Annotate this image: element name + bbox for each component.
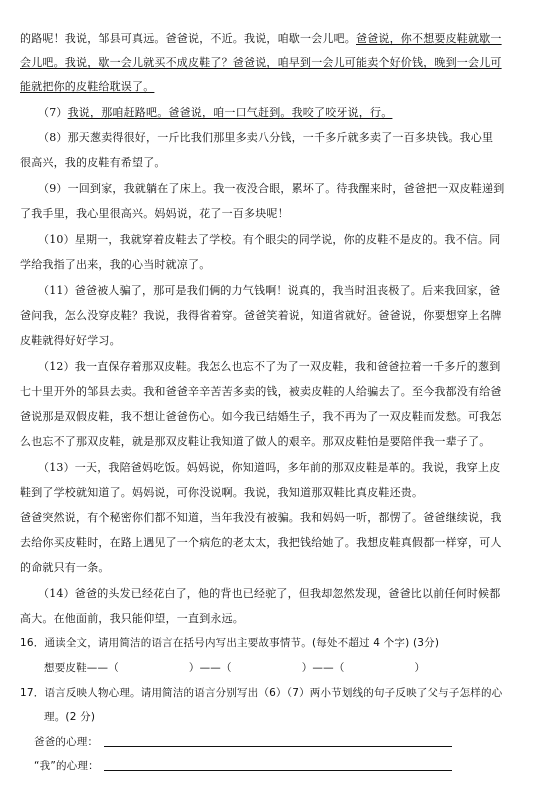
- me-mind-label: “我”的心理：: [34, 760, 99, 772]
- para-9-line-1: （9）一回到家，我就躺在了床上。我一夜没合眼，累坏了。待我醒来时，爸爸把一双皮鞋递到: [38, 182, 505, 195]
- me-mind-answer-line[interactable]: [104, 770, 452, 771]
- para-9-line-2: 了我手里，我心里很高兴。妈妈说，花了一百多块呢！: [20, 207, 289, 220]
- para-13-line-3: 爸爸突然说，有个秘密你们都不知道，当年我没有被骗。我和妈妈一听，都愣了。爸爸继续说，我: [20, 511, 502, 524]
- father-mind-label: 爸爸的心理：: [34, 736, 99, 748]
- para-10-line-1: （10）星期一，我就穿着皮鞋去了学校。有个眼尖的同学说，你的皮鞋不是皮的。我不信。同: [38, 233, 501, 246]
- chain-mid-1: ）——（: [188, 662, 232, 674]
- para-14-line-1: （14）爸爸的头发已经花白了，他的背也已经驼了，但我却忽然发现，爸爸比以前任何时候都: [38, 587, 501, 600]
- para-line-1: 的路呢！我说，邹县可真远。爸爸说，不近。我说，咱歇一会儿吧。爸爸说，你不想要皮鞋就歇一: [20, 32, 502, 45]
- question-16-chain: [44, 662, 474, 675]
- para-line-2: 会儿吧。我说，歇一会儿就买不成皮鞋了？爸爸说，咱早到一会儿可能卖个好价钱，晚到一会儿可: [20, 56, 502, 69]
- para-14-line-2: 高大。在他面前，我只能仰望，一直到永远。: [20, 612, 244, 625]
- para-13-line-2: 鞋到了学校就知道了。妈妈说，可你没说啊。我说，我知道那双鞋比真皮鞋还贵。: [20, 486, 424, 499]
- para-13-line-5: 的命就只有一条。: [20, 561, 110, 574]
- para-12-line-4: 么也忘不了那双皮鞋，就是那双皮鞋让我知道了做人的艰辛。那双皮鞋怕是要陪伴我一辈子了。: [20, 435, 491, 448]
- para-line-3: 能就把你的皮鞋给耽误了。: [20, 80, 155, 93]
- para-11-line-3: 皮鞋就得好好学习。: [20, 334, 121, 347]
- para-11-line-2: 爸问我，怎么没穿皮鞋？我说，我得省着穿。爸爸笑着说，知道省就好。爸爸说，你要想穿上名牌: [20, 309, 502, 322]
- para-13-line-1: （13）一天，我陪爸妈吃饭。妈妈说，你知道吗，多年前的那双皮鞋是革的。我说，我穿上皮: [38, 461, 501, 474]
- para-8-line-2: 很高兴，我的皮鞋有希望了。: [20, 156, 166, 169]
- para-10-line-2: 学给我指了出来，我的心当时就凉了。: [20, 258, 211, 271]
- chain-mid-2: ）——（: [301, 662, 345, 674]
- chain-start: 想要皮鞋——（: [44, 662, 119, 674]
- para-12-line-3: 爸说那是双假皮鞋，我不想让爸爸伤心。如今我已结婚生子，我不再为了一双皮鞋而发愁。可我怎: [20, 410, 502, 423]
- chain-end: ）: [414, 662, 426, 674]
- para-11-line-1: （11）爸爸被人骗了，那可是我们俩的力气钱啊！说真的，我当时沮丧极了。后来我回家，爸: [38, 284, 501, 297]
- father-mind-answer-line[interactable]: [104, 746, 452, 747]
- para-12-line-1: （12）我一直保存着那双皮鞋。我怎么也忘不了为了一双皮鞋，我和爸爸拉着一千多斤的葱到: [38, 360, 501, 373]
- question-17-line-2: 理。(2 分): [44, 711, 96, 723]
- question-17-line-1: 17．语言反映人物心理。请用简洁的语言分别写出（6）（7）两小节划线的句子反映了父与子怎样的心: [20, 687, 503, 699]
- question-16: 16．通读全文，请用简洁的语言在括号内写出主要故事情节。(每处不超过 4 个字) (3分): [20, 637, 440, 649]
- para-12-line-2: 七十里开外的邹县去卖。我和爸爸辛辛苦苦多卖的钱，被卖皮鞋的人给骗去了。至今我都没有给爸: [20, 385, 502, 398]
- para-7: （7）我说，那咱赶路吧。爸爸说，咱一口气赶到。我咬了咬牙说，行。: [38, 106, 393, 119]
- para-13-line-4: 去给你买皮鞋时，在路上遇见了一个病危的老太太，我把钱给她了。我想皮鞋真假都一样穿，可人: [20, 536, 502, 549]
- para-8-line-1: （8）那天葱卖得很好，一斤比我们那里多卖八分钱，一千多斤就多卖了一百多块钱。我心里: [38, 131, 494, 144]
